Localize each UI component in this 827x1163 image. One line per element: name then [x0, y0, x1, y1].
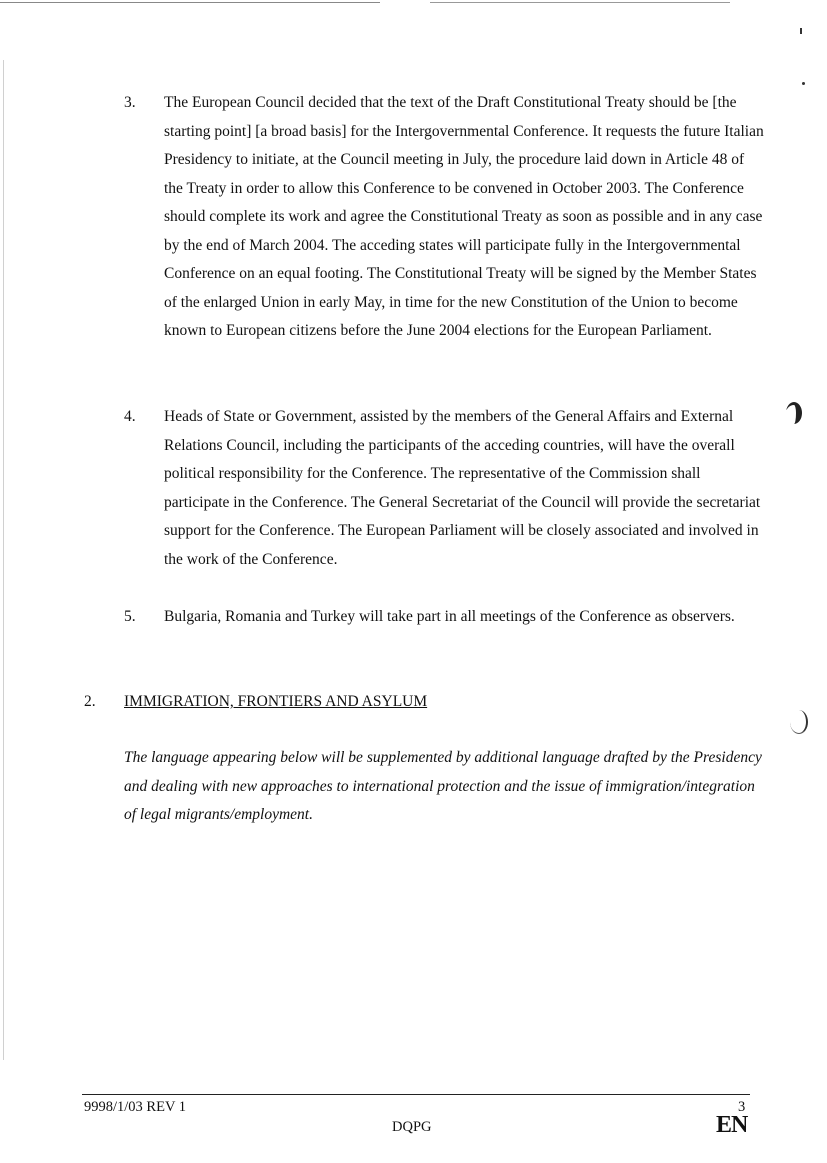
punch-hole-mark — [786, 402, 802, 424]
paragraph-4 — [124, 403, 764, 574]
paragraph-5 — [124, 603, 764, 632]
language-code: EN — [716, 1112, 748, 1138]
paragraph-3 — [124, 89, 764, 346]
punch-hole-mark — [790, 710, 808, 734]
section-number: 2. — [84, 693, 96, 710]
scan-artifact-line — [0, 2, 380, 3]
footer-divider — [82, 1094, 750, 1095]
scan-artifact-line — [3, 60, 4, 1060]
paragraph-text: Heads of State or Government, assisted by the members of the General Affairs and External Relations Council, including the participants of the acceding countries, will have the overall political responsibility for the Conference. The representative of the Commission shall participate in the Conference. The General Secretariat of the Council will provide the secretariat support for the Conference. The European Parliament will be closely associated and involved in the work of the Conference. — [164, 408, 761, 568]
document-reference: 9998/1/03 REV 1 — [84, 1099, 187, 1115]
section-title: IMMIGRATION, FRONTIERS AND ASYLUM — [124, 693, 428, 710]
scan-artifact-mark — [800, 28, 802, 34]
section-heading — [84, 688, 764, 716]
paragraph-number: 3. — [124, 94, 136, 111]
italic-note: The language appearing below will be supplemented by additional language drafted by the Presidency and dealing with new approaches to international protection and the issue of immigration/integration of legal migrants/employment. — [124, 749, 762, 823]
paragraph-text: The European Council decided that the text of the Draft Constitutional Treaty should be [the starting point] [a broad basis] for the Intergovernmental Conference. It requests the future Italian Presidency to initiate, at the Council meeting in July, the procedure laid down in Article 48 of the Treaty in order to allow this Conference to be convened in October 2003. The Conference should complete its work and agree the Constitutional Treaty as soon as possible and in any case by the end of March 2004. The acceding states will participate fully in the Intergovernmental Conference on an equal footing. The Constitutional Treaty will be signed by the Member States of the enlarged Union in early May, in time for the new Constitution of the Union to become known to European citizens before the June 2004 elections for the European Parliament. — [164, 94, 764, 339]
page-number: 3 — [738, 1099, 746, 1115]
scan-artifact-mark — [802, 82, 805, 85]
paragraph-number: 5. — [124, 608, 136, 625]
scan-artifact-line — [430, 2, 730, 3]
paragraph-number: 4. — [124, 408, 136, 425]
department-code: DQPG — [392, 1119, 432, 1135]
paragraph-text: Bulgaria, Romania and Turkey will take part in all meetings of the Conference as observers. — [164, 608, 735, 625]
